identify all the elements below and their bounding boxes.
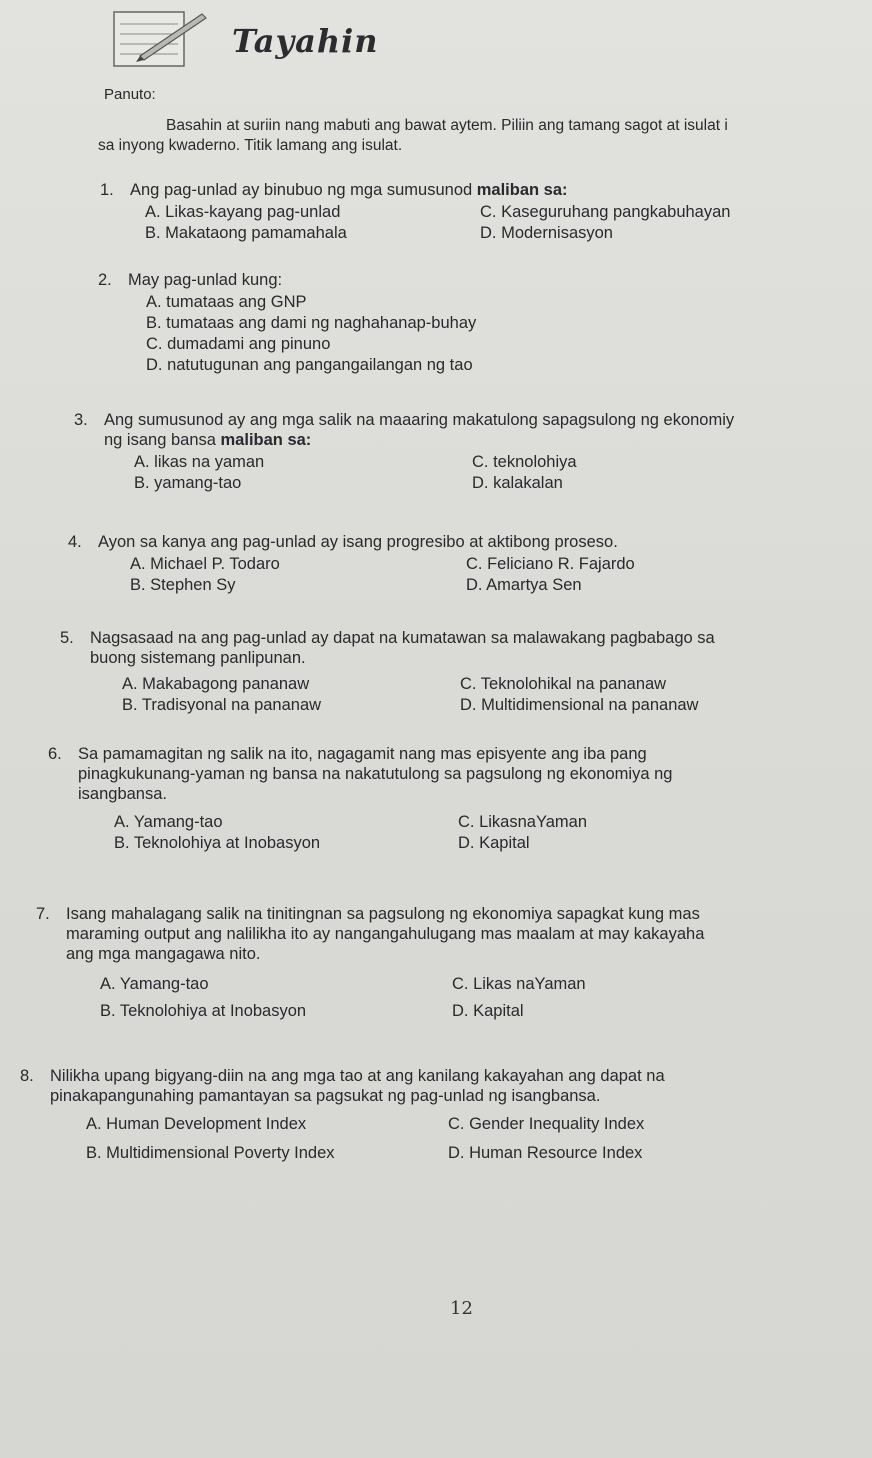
- option-a: A. Yamang-tao: [114, 813, 223, 831]
- option-c: C. Kaseguruhang pangkabuhayan: [480, 203, 731, 221]
- question-6: [48, 744, 872, 854]
- option-b: B. Teknolohiya at Inobasyon: [114, 834, 321, 852]
- option-c: C. teknolohiya: [472, 453, 577, 471]
- option-b: B. Makataong pamamahala: [145, 224, 347, 242]
- option-a: A. Makabagong pananaw: [122, 675, 310, 693]
- option-a: A. Human Development Index: [86, 1115, 307, 1133]
- question-stem-cont: isangbansa.: [78, 785, 167, 803]
- instructions-line-2: sa inyong kwaderno. Titik lamang ang isulat.: [98, 137, 403, 154]
- instructions-text: [98, 116, 872, 156]
- question-8: [20, 1066, 872, 1164]
- option-d: D. kalakalan: [472, 474, 563, 492]
- option-b: B. tumataas ang dami ng naghahanap-buhay: [146, 314, 477, 332]
- option-d: D. Kapital: [458, 834, 530, 852]
- question-1: [100, 180, 872, 244]
- option-a: A. Likas-kayang pag-unlad: [145, 203, 341, 221]
- option-d: D. Modernisasyon: [480, 224, 613, 242]
- option-c: C. Likas naYaman: [452, 975, 586, 993]
- option-a: A. likas na yaman: [134, 453, 265, 471]
- option-b: B. Teknolohiya at Inobasyon: [100, 1002, 307, 1020]
- option-d: D. Human Resource Index: [448, 1144, 643, 1162]
- page-number: 12: [450, 1298, 473, 1319]
- option-c: C. Gender Inequality Index: [448, 1115, 645, 1133]
- option-c: C. Teknolohikal na pananaw: [460, 675, 667, 693]
- option-d: D. Kapital: [452, 1002, 524, 1020]
- notepad-pencil-icon: [110, 10, 210, 68]
- question-stem: 4. Ayon sa kanya ang pag-unlad ay isang progresibo at aktibong proseso.: [68, 533, 618, 551]
- option-c: C. Feliciano R. Fajardo: [466, 555, 635, 573]
- option-d: D. natutugunan ang pangangailangan ng tao: [146, 356, 473, 374]
- option-d: D. Multidimensional na pananaw: [460, 696, 699, 714]
- question-3: [74, 410, 872, 494]
- option-b: B. yamang-tao: [134, 474, 242, 492]
- page-title: Tayahin: [232, 22, 379, 60]
- option-d: D. Amartya Sen: [466, 576, 582, 594]
- option-c: C. dumadami ang pinuno: [146, 335, 331, 353]
- question-stem-cont: pinagkukunang-yaman ng bansa na nakatutulong sa pagsulong ng ekonomiya ng: [78, 765, 673, 783]
- question-stem-cont: ng isang bansa maliban sa:: [104, 431, 312, 449]
- option-a: A. tumataas ang GNP: [146, 293, 307, 311]
- question-stem-cont: maraming output ang nalilikha ito ay nangangahulugang mas maalam at may kakayaha: [66, 925, 705, 943]
- option-b: B. Multidimensional Poverty Index: [86, 1144, 335, 1162]
- question-stem: 2. May pag-unlad kung:: [98, 271, 283, 289]
- question-stem: 3. Ang sumusunod ay ang mga salik na maaaring makatulong sapagsulong ng ekonomiy: [74, 411, 735, 429]
- question-7: [36, 904, 872, 1022]
- question-2: [98, 270, 872, 376]
- option-c: C. LikasnaYaman: [458, 813, 588, 831]
- question-4: [68, 532, 872, 596]
- question-stem-cont: pinakapangunahing pamantayan sa pagsukat ng pag-unlad ng isangbansa.: [50, 1087, 601, 1105]
- instructions-line-1: Basahin at suriin nang mabuti ang bawat aytem. Piliin ang tamang sagot at isulat i: [166, 117, 728, 134]
- question-stem: 7. Isang mahalagang salik na tinitingnan sa pagsulong ng ekonomiya sapagkat kung mas: [36, 905, 700, 923]
- question-5: [60, 628, 872, 716]
- option-b: B. Stephen Sy: [130, 576, 236, 594]
- option-a: A. Yamang-tao: [100, 975, 209, 993]
- option-b: B. Tradisyonal na pananaw: [122, 696, 322, 714]
- question-stem: 8. Nilikha upang bigyang-diin na ang mga tao at ang kanilang kakayahan ang dapat na: [20, 1067, 665, 1085]
- question-stem-cont: buong sistemang panlipunan.: [90, 649, 306, 667]
- question-stem: 6. Sa pamamagitan ng salik na ito, nagagamit nang mas episyente ang iba pang: [48, 745, 647, 763]
- instructions-label: Panuto:: [104, 86, 156, 103]
- question-stem-cont: ang mga mangagawa nito.: [66, 945, 261, 963]
- question-stem: 5. Nagsasaad na ang pag-unlad ay dapat na kumatawan sa malawakang pagbabago sa: [60, 629, 715, 647]
- question-stem: 1. Ang pag-unlad ay binubuo ng mga sumusunod maliban sa:: [100, 181, 568, 199]
- option-a: A. Michael P. Todaro: [130, 555, 280, 573]
